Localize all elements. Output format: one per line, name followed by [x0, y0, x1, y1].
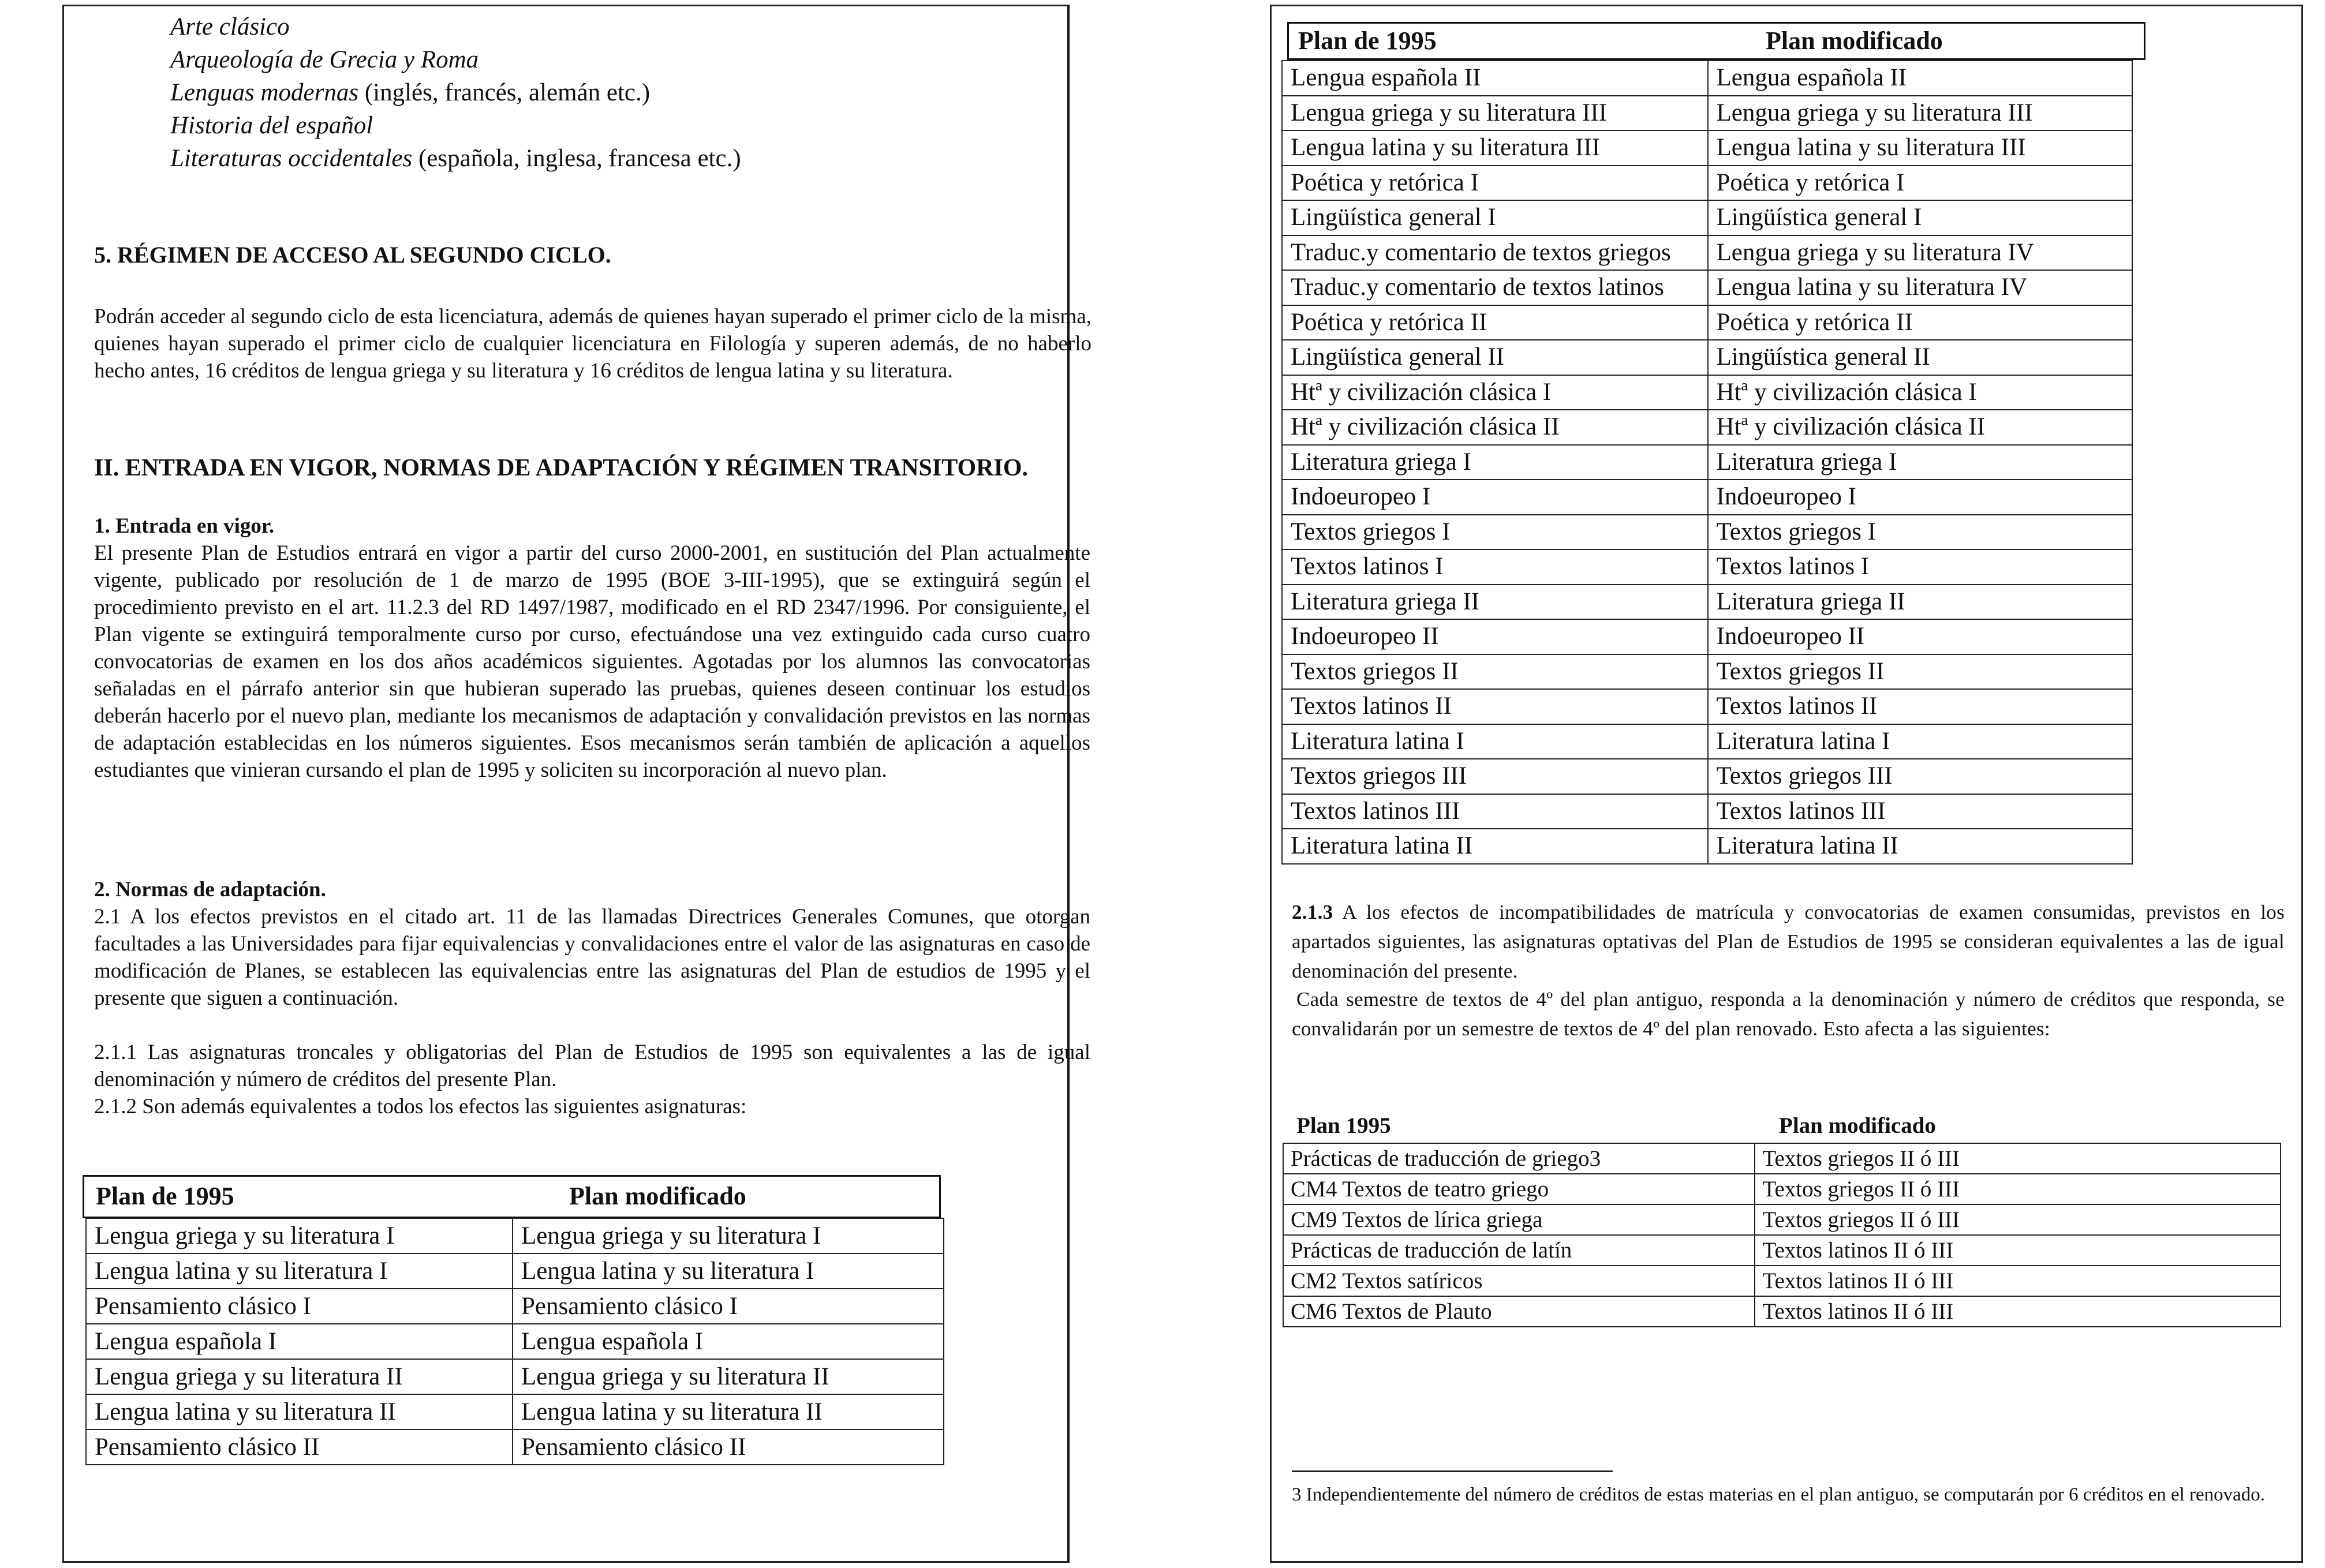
table-row [1282, 340, 2132, 375]
cell-plan-modificado: Lengua griega y su literatura IV [1708, 235, 2132, 271]
table-row [1282, 270, 2132, 305]
table-row [1282, 61, 2132, 96]
table-row [1282, 305, 2132, 340]
cell-plan-modificado: Textos griegos III [1708, 759, 2132, 794]
cell-plan-modificado: Lengua griega y su literatura III [1708, 96, 2132, 131]
cell-plan-modificado: Lengua griega y su literatura II [513, 1359, 944, 1394]
table-row [1283, 1204, 2281, 1235]
cell-plan-modificado: Pensamiento clásico II [513, 1429, 944, 1465]
sub2-paragraph-3: 2.1.2 Son además equivalentes a todos los efectos las siguientes asignaturas: [94, 1095, 747, 1118]
table-row [1282, 515, 2132, 550]
header-col-1995: Plan de 1995 [96, 1182, 234, 1210]
cell-plan-1995: Pensamiento clásico I [86, 1289, 513, 1324]
table-row [1282, 549, 2132, 585]
table-row [1282, 410, 2132, 445]
course-item: Lenguas modernas (inglés, francés, alemán etc.) [170, 79, 651, 106]
cell-plan-modificado: Textos griegos I [1708, 515, 2132, 550]
right-page [1195, 0, 2325, 1568]
cell-plan-1995: Traduc.y comentario de textos latinos [1282, 270, 1708, 305]
cell-plan-1995: Prácticas de traducción de latín [1283, 1235, 1755, 1266]
table-row [1282, 130, 2132, 166]
cell-plan-1995: Textos griegos I [1282, 515, 1708, 550]
cell-plan-modificado: Htª y civilización clásica II [1708, 410, 2132, 445]
small-header-col-modified: Plan modificado [1779, 1113, 1936, 1138]
cell-plan-1995: Literatura griega II [1282, 585, 1708, 620]
cell-plan-1995: Htª y civilización clásica II [1282, 410, 1708, 445]
cell-plan-modificado: Lengua española II [1708, 61, 2132, 96]
cell-plan-1995: Lingüística general II [1282, 340, 1708, 375]
table-row [1282, 759, 2132, 794]
sub1-paragraph: El presente Plan de Estudios entrará en vigor a partir del curso 2000-2001, en sustitución del Plan actualmente vigente, publicado por resolución de 1 de marzo de 1995 (BOE 3-III-1995), que se extinguirá según el procedimiento previsto en el art. 11.2.3 del RD 1497/1987, modificado en el RD 2347/1996. Por consiguiente, el Plan vigente se extinguirá temporalmente curso por curso, efectuándose una vez extinguido cada curso cuatro convocatorias de examen en los dos años académicos siguientes. Agotadas por los alumnos las convocatorias señaladas en el párrafo anterior sin que hubieran superado las pruebas, quienes deseen continuar los estudios deberán hacerlo por el nuevo plan, mediante los mecanismos de adaptación y convalidación previstos en las normas de adaptación establecidas en los números siguientes. Esos mecanismos serán también de aplicación a aquellos estudiantes que vinieran cursando el plan de 1995 y soliciten su incorporación al nuevo plan. [94, 541, 1090, 782]
sub2-paragraph-1: 2.1 A los efectos previstos en el citado art. 11 de las llamadas Directrices Generales Comunes, que otorgan facultades a las Universidades para fijar equivalencias y convalidaciones entre el valor de las asignaturas en caso de modificación de Planes, se establecen las equivalencias entre las asignaturas del Plan de estudios de 1995 y el presente que siguen a continuación. [94, 905, 1090, 1010]
cell-plan-modificado: Lingüística general I [1708, 200, 2132, 235]
cell-plan-modificado: Textos griegos II ó III [1755, 1174, 2281, 1204]
cell-plan-modificado: Lingüística general II [1708, 340, 2132, 375]
table-row [1283, 1296, 2281, 1327]
cell-plan-1995: Indoeuropeo II [1282, 619, 1708, 654]
cell-plan-modificado: Poética y retórica II [1708, 305, 2132, 340]
cell-plan-modificado: Lengua griega y su literatura I [513, 1218, 944, 1253]
cell-plan-1995: Textos latinos III [1282, 794, 1708, 829]
header-col-modified: Plan modificado [1766, 27, 1943, 55]
cell-plan-modificado: Lengua latina y su literatura I [513, 1253, 944, 1289]
sub1-heading: 1. Entrada en vigor. [94, 514, 275, 538]
table-row [1282, 200, 2132, 235]
cell-plan-modificado: Textos latinos II [1708, 689, 2132, 724]
cell-plan-1995: CM9 Textos de lírica griega [1283, 1204, 1755, 1235]
cell-plan-modificado: Literatura latina II [1708, 829, 2132, 864]
cell-plan-modificado: Textos griegos II ó III [1755, 1143, 2281, 1174]
course-item: Arqueología de Grecia y Roma [170, 46, 479, 73]
small-header-col-1995: Plan 1995 [1296, 1113, 1391, 1138]
footnote-separator [1292, 1470, 1613, 1472]
cell-plan-modificado: Textos latinos III [1708, 794, 2132, 829]
paragraph-2-1-3: 2.1.3 A los efectos de incompatibilidades de matrícula y convocatorias de examen consumidas, previstos en los apartados siguientes, las asignaturas optativas del Plan de Estudios de 1995 se consideran equivalentes a las de igual denominación del presente. [1292, 901, 2285, 982]
cell-plan-1995: Poética y retórica I [1282, 166, 1708, 201]
cell-plan-1995: Traduc.y comentario de textos griegos [1282, 235, 1708, 271]
header-col-1995: Plan de 1995 [1298, 27, 1437, 55]
optional-courses-list [170, 10, 741, 175]
right-table-header [1287, 22, 2145, 60]
left-equivalence-table [85, 1218, 944, 1465]
sub2-paragraph-2: 2.1.1 Las asignaturas troncales y obligatorias del Plan de Estudios de 1995 son equivalentes a las de igual denominación y número de créditos del presente Plan. [94, 1041, 1090, 1091]
cell-plan-modificado: Textos latinos II ó III [1755, 1235, 2281, 1266]
table-row [1282, 689, 2132, 724]
cell-plan-1995: Lingüística general I [1282, 200, 1708, 235]
table-row [1282, 445, 2132, 480]
table-row [1282, 829, 2132, 864]
cell-plan-1995: CM6 Textos de Plauto [1283, 1296, 1755, 1327]
table-row [86, 1324, 944, 1359]
cell-plan-modificado: Lengua latina y su literatura IV [1708, 270, 2132, 305]
table-row [1282, 235, 2132, 271]
cell-plan-modificado: Indoeuropeo I [1708, 480, 2132, 515]
cell-plan-1995: Lengua latina y su literatura II [86, 1394, 513, 1429]
sub2-heading: 2. Normas de adaptación. [94, 878, 326, 901]
cell-plan-1995: Textos latinos I [1282, 549, 1708, 585]
cell-plan-modificado: Htª y civilización clásica I [1708, 375, 2132, 410]
cell-plan-modificado: Textos griegos II ó III [1755, 1204, 2281, 1235]
cell-plan-modificado: Textos latinos II ó III [1755, 1296, 2281, 1327]
paragraph-textos-4: Cada semestre de textos de 4º del plan antiguo, responda a la denominación y número de créditos que responda, se convalidarán por un semestre de textos de 4º del plan renovado. Esto afecta a las siguientes: [1292, 988, 2285, 1040]
cell-plan-1995: Lengua latina y su literatura III [1282, 130, 1708, 166]
cell-plan-1995: Textos griegos III [1282, 759, 1708, 794]
left-table-header [83, 1175, 941, 1218]
footnote: 3 Independientemente del número de créditos de estas materias en el plan antiguo, se computarán por 6 créditos en el renovado. [1292, 1484, 2266, 1505]
cell-plan-modificado: Pensamiento clásico I [513, 1289, 944, 1324]
cell-plan-modificado: Textos latinos I [1708, 549, 2132, 585]
cell-plan-1995: Lengua griega y su literatura II [86, 1359, 513, 1394]
cell-plan-modificado: Poética y retórica I [1708, 166, 2132, 201]
table-row [1282, 794, 2132, 829]
table-row [86, 1394, 944, 1429]
table-row [1282, 654, 2132, 690]
cell-plan-modificado: Literatura griega II [1708, 585, 2132, 620]
cell-plan-1995: CM4 Textos de teatro griego [1283, 1174, 1755, 1204]
header-col-modified: Plan modificado [569, 1182, 746, 1210]
cell-plan-1995: Textos griegos II [1282, 654, 1708, 690]
right-equivalence-table [1281, 60, 2133, 865]
section5-paragraph: Podrán acceder al segundo ciclo de esta licenciatura, además de quienes hayan superado el primer ciclo de la misma, quienes hayan superado el primer ciclo de cualquier licenciatura en Filología y superen además, de no haberlo hecho antes, 16 créditos de lengua griega y su literatura y 16 créditos de lengua latina y su literatura. [94, 305, 1092, 383]
cell-plan-1995: Lengua española II [1282, 61, 1708, 96]
section5-heading: 5. RÉGIMEN DE ACCESO AL SEGUNDO CICLO. [94, 242, 611, 268]
table-row [1283, 1235, 2281, 1266]
table-row [1282, 375, 2132, 410]
cell-plan-1995: Lengua latina y su literatura I [86, 1253, 513, 1289]
cell-plan-1995: Textos latinos II [1282, 689, 1708, 724]
table-row [1283, 1266, 2281, 1296]
table-row [86, 1289, 944, 1324]
cell-plan-1995: Htª y civilización clásica I [1282, 375, 1708, 410]
table-row [1282, 724, 2132, 759]
cell-plan-modificado: Literatura griega I [1708, 445, 2132, 480]
table-row [1282, 619, 2132, 654]
cell-plan-1995: Pensamiento clásico II [86, 1429, 513, 1465]
cell-plan-modificado: Lengua española I [513, 1324, 944, 1359]
cell-plan-modificado: Textos latinos II ó III [1755, 1266, 2281, 1296]
cell-plan-1995: Literatura griega I [1282, 445, 1708, 480]
course-item: Historia del español [170, 112, 373, 139]
table-row [1282, 96, 2132, 131]
table-row [1282, 166, 2132, 201]
cell-plan-modificado: Lengua latina y su literatura III [1708, 130, 2132, 166]
table-row [1282, 480, 2132, 515]
table-row [1282, 585, 2132, 620]
cell-plan-1995: CM2 Textos satíricos [1283, 1266, 1755, 1296]
cell-plan-modificado: Lengua latina y su literatura II [513, 1394, 944, 1429]
table-row [86, 1253, 944, 1289]
cell-plan-1995: Lengua griega y su literatura I [86, 1218, 513, 1253]
course-item: Arte clásico [170, 13, 290, 40]
table-row [1283, 1174, 2281, 1204]
section2-heading: II. ENTRADA EN VIGOR, NORMAS DE ADAPTACIÓN Y RÉGIMEN TRANSITORIO. [94, 455, 1029, 481]
cell-plan-1995: Indoeuropeo I [1282, 480, 1708, 515]
cell-plan-1995: Poética y retórica II [1282, 305, 1708, 340]
table-row [86, 1218, 944, 1253]
table-row [86, 1359, 944, 1394]
optional-equivalence-table [1283, 1143, 2281, 1327]
left-page [0, 0, 1131, 1568]
cell-plan-modificado: Indoeuropeo II [1708, 619, 2132, 654]
cell-plan-1995: Lengua griega y su literatura III [1282, 96, 1708, 131]
table-row [86, 1429, 944, 1465]
cell-plan-modificado: Literatura latina I [1708, 724, 2132, 759]
table-row [1283, 1143, 2281, 1174]
cell-plan-1995: Literatura latina II [1282, 829, 1708, 864]
cell-plan-1995: Prácticas de traducción de griego3 [1283, 1143, 1755, 1174]
cell-plan-1995: Literatura latina I [1282, 724, 1708, 759]
cell-plan-modificado: Textos griegos II [1708, 654, 2132, 690]
cell-plan-1995: Lengua española I [86, 1324, 513, 1359]
course-item: Literaturas occidentales (española, inglesa, francesa etc.) [170, 145, 741, 172]
